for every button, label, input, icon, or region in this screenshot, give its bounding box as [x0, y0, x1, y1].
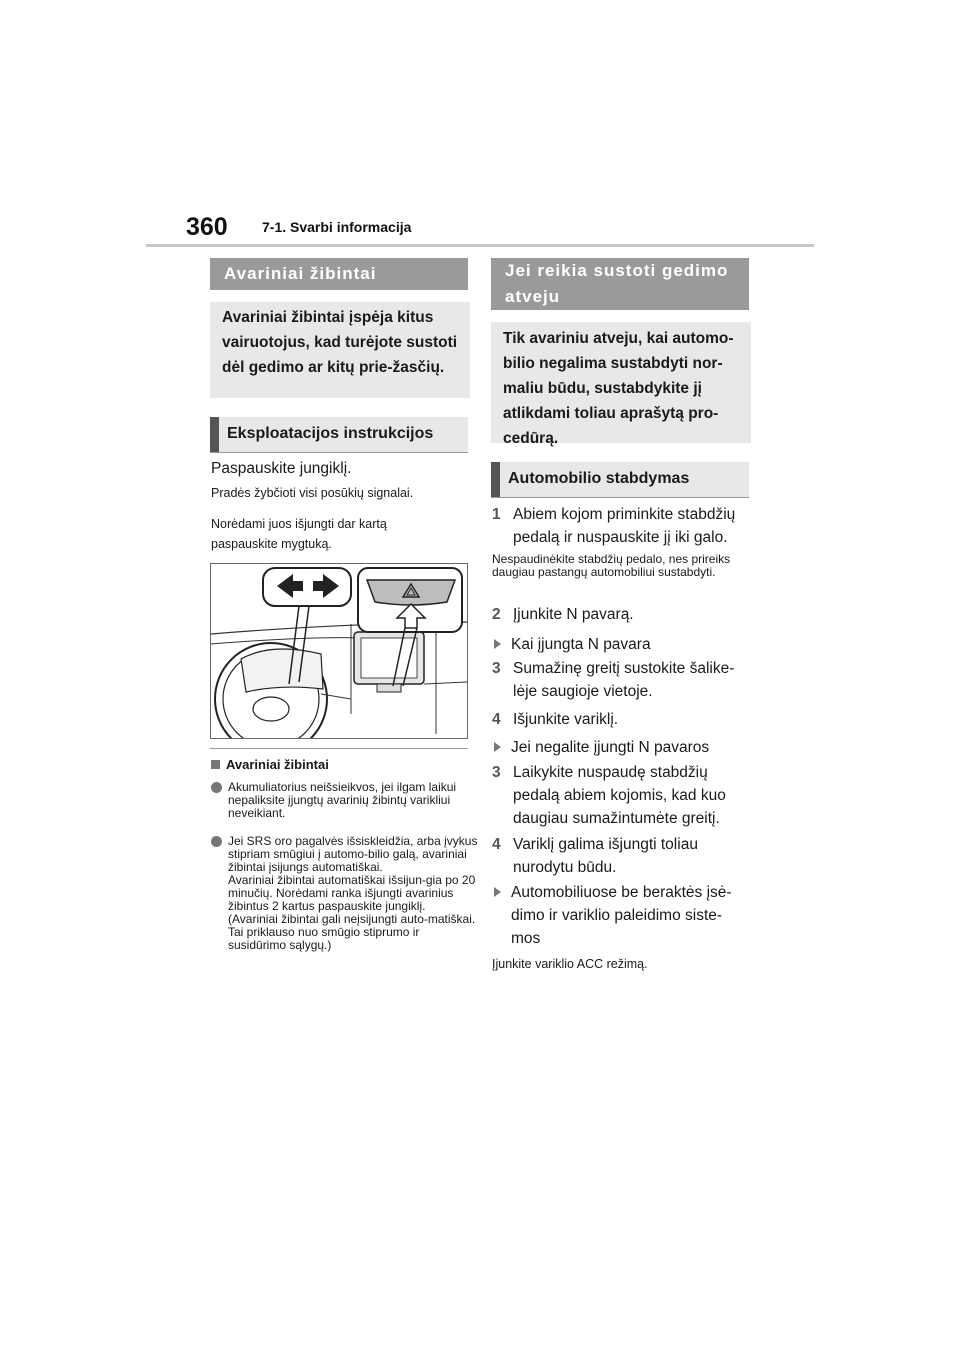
step-4a [492, 708, 752, 731]
hazard-intro-box: Avariniai žibintai įspėja kitus vairuotojus, kad turėjote sustoti dėl gedimo ar kitų prie-žasčių. [210, 302, 470, 398]
flash-text: Pradės žybčioti visi posūkių signalai. [211, 486, 414, 500]
step-number: 3 [492, 660, 501, 677]
step-number: 2 [492, 606, 501, 623]
step-text: Abiem kojom priminkite stabdžių pedalą ir nuspauskite jį iki galo. [513, 506, 736, 546]
page-number: 360 [186, 213, 228, 241]
branch-n-engaged [494, 633, 752, 656]
hazard-lights-band: Avariniai žibintai [210, 258, 468, 290]
section-title: 7-1. Svarbi informacija [262, 219, 412, 235]
bullet-dot-icon [211, 782, 222, 793]
step-1-note: Nespaudinėkite stabdžių pedalo, nes prireiks daugiau pastangų automobiliui sustabdyti. [492, 552, 731, 579]
branch-text: Kai įjungta N pavara [511, 636, 651, 653]
turn-off-text: Norėdami juos išjungti dar kartą paspauskite mygtuką. [211, 517, 387, 551]
bullet-dot-icon [211, 836, 222, 847]
step-4b [492, 833, 752, 879]
step-number: 4 [492, 711, 501, 728]
emergency-intro-box: Tik avariniu atveju, kai automo-bilio negalima sustabdyti nor-maliu būdu, sustabdykite jį atlikdami toliau aprašytą pro-cedūrą. [491, 322, 751, 443]
step-text: Įjunkite N pavarą. [513, 606, 634, 623]
figure-rule [210, 748, 468, 749]
header-divider [146, 244, 814, 247]
branch-text: Automobiliuose be beraktės įsė-dimo ir variklio paleidimo siste-mos [511, 884, 732, 947]
step-3a [492, 657, 752, 703]
bullet-text: Akumuliatorius neišsieikvos, jei ilgam laikui nepaliksite įjungtų avarinių žibintų varikliui neveikiant. [228, 780, 457, 820]
step-3b [492, 761, 752, 831]
bullet-text: Jei SRS oro pagalvės išsiskleidžia, arba įvykus stipriam smūgiui į automo-bilio galą, avariniai žibintai įsijungs automatiškai. Avariniai žibintai automatiškai išsijun-gia po 20 minučių. Norėdami ranka išjungti avarinius žibintus 2 kartus paspauskite jungiklį. (Avariniai žibintai gali neįsijungti auto-matiškai. Tai priklauso nuo smūgio stiprumo ir susidūrimo sąlygų.) [228, 834, 478, 952]
instruction-text: Paspauskite jungiklį. [211, 460, 352, 477]
note-heading [211, 757, 467, 772]
vehicle-stopping-heading: Automobilio stabdymas [491, 462, 749, 497]
branch-keyless [494, 881, 752, 951]
emergency-stop-band: Jei reikia sustoti gedimo atveju [491, 258, 749, 310]
arrow-right-icon [494, 639, 501, 649]
note-bullet-2 [211, 834, 478, 1015]
dashboard-illustration [210, 563, 468, 739]
step-number: 4 [492, 836, 501, 853]
step-text: Išjunkite variklį. [513, 711, 619, 728]
branch-n-not-engaged [494, 736, 752, 759]
square-bullet-icon [211, 760, 220, 769]
step-text: Sumažinę greitį sustokite šalike-lėje saugioje vietoje. [513, 660, 735, 700]
step-number: 1 [492, 506, 501, 523]
step-1 [492, 503, 752, 549]
acc-mode-text: Įjunkite variklio ACC režimą. [492, 957, 648, 971]
branch-text: Jei negalite įjungti N pavaros [511, 739, 710, 756]
step-text: Variklį galima išjungti toliau nurodytu būdu. [513, 836, 698, 876]
subheading-rule [491, 497, 749, 498]
operating-instructions-heading: Eksploatacijos instrukcijos [210, 417, 468, 452]
note-bullet-1 [211, 781, 471, 825]
subheading-rule [210, 452, 468, 453]
step-number: 3 [492, 764, 501, 781]
arrow-right-icon [494, 887, 501, 897]
arrow-right-icon [494, 742, 501, 752]
step-text: Laikykite nuspaudę stabdžių pedalą abiem kojomis, kad kuo daugiau sumažintumėte greitį. [513, 764, 726, 827]
step-2 [492, 603, 752, 626]
note-title: Avariniai žibintai [226, 757, 329, 772]
